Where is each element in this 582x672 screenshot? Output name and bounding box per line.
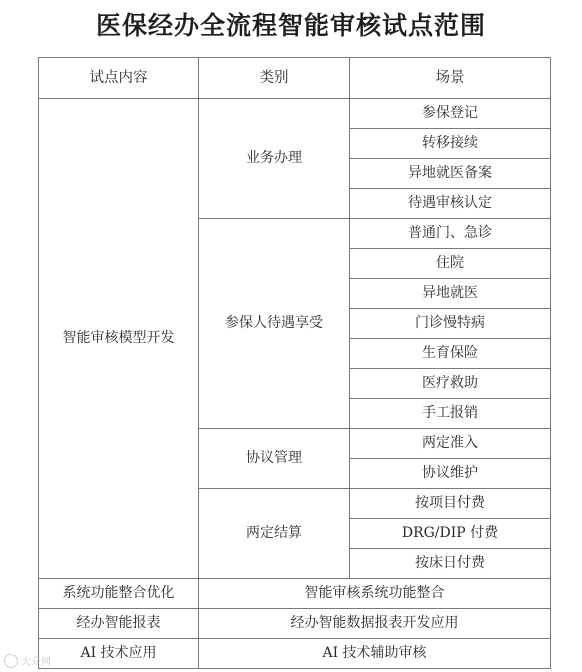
scene-cell: 按床日付费 (350, 549, 551, 579)
merged-scene-cell: AI 技术辅助审核 (199, 639, 551, 669)
scene-cell: 异地就医 (350, 279, 551, 309)
category-cell: 两定结算 (199, 489, 350, 579)
content-cell: 经办智能报表 (39, 609, 199, 639)
scene-cell: 协议维护 (350, 459, 551, 489)
table-row (39, 609, 551, 639)
watermark (4, 653, 51, 668)
scene-cell: 生育保险 (350, 339, 551, 369)
table-row (39, 579, 551, 609)
category-cell: 协议管理 (199, 429, 350, 489)
scene-cell: 普通门、急诊 (350, 219, 551, 249)
content-cell: 系统功能整合优化 (39, 579, 199, 609)
header-category: 类别 (199, 58, 350, 99)
merged-scene-cell: 智能审核系统功能整合 (199, 579, 551, 609)
category-cell: 业务办理 (199, 99, 350, 219)
scene-cell: 转移接续 (350, 129, 551, 159)
header-scene: 场景 (350, 58, 551, 99)
scene-cell: 异地就医备案 (350, 159, 551, 189)
main-content-cell: 智能审核模型开发 (39, 99, 199, 579)
table-header-row (39, 58, 551, 99)
page-title: 医保经办全流程智能审核试点范围 (95, 11, 486, 40)
scene-cell: 住院 (350, 249, 551, 279)
scene-cell: 参保登记 (350, 99, 551, 129)
scene-cell: DRG/DIP 付费 (350, 519, 551, 549)
scene-cell: 两定准入 (350, 429, 551, 459)
scene-cell: 医疗救助 (350, 369, 551, 399)
pilot-scope-table (38, 57, 551, 669)
content-cell: AI 技术应用 (39, 639, 199, 669)
scene-cell: 按项目付费 (350, 489, 551, 519)
category-cell: 参保人待遇享受 (199, 219, 350, 429)
header-pilot-content: 试点内容 (39, 58, 199, 99)
watermark-text: 大众网 (21, 657, 51, 668)
watermark-logo-icon (4, 654, 18, 668)
scene-cell: 手工报销 (350, 399, 551, 429)
merged-scene-cell: 经办智能数据报表开发应用 (199, 609, 551, 639)
table-row (39, 639, 551, 669)
table-row (39, 99, 551, 129)
scene-cell: 待遇审核认定 (350, 189, 551, 219)
scene-cell: 门诊慢特病 (350, 309, 551, 339)
